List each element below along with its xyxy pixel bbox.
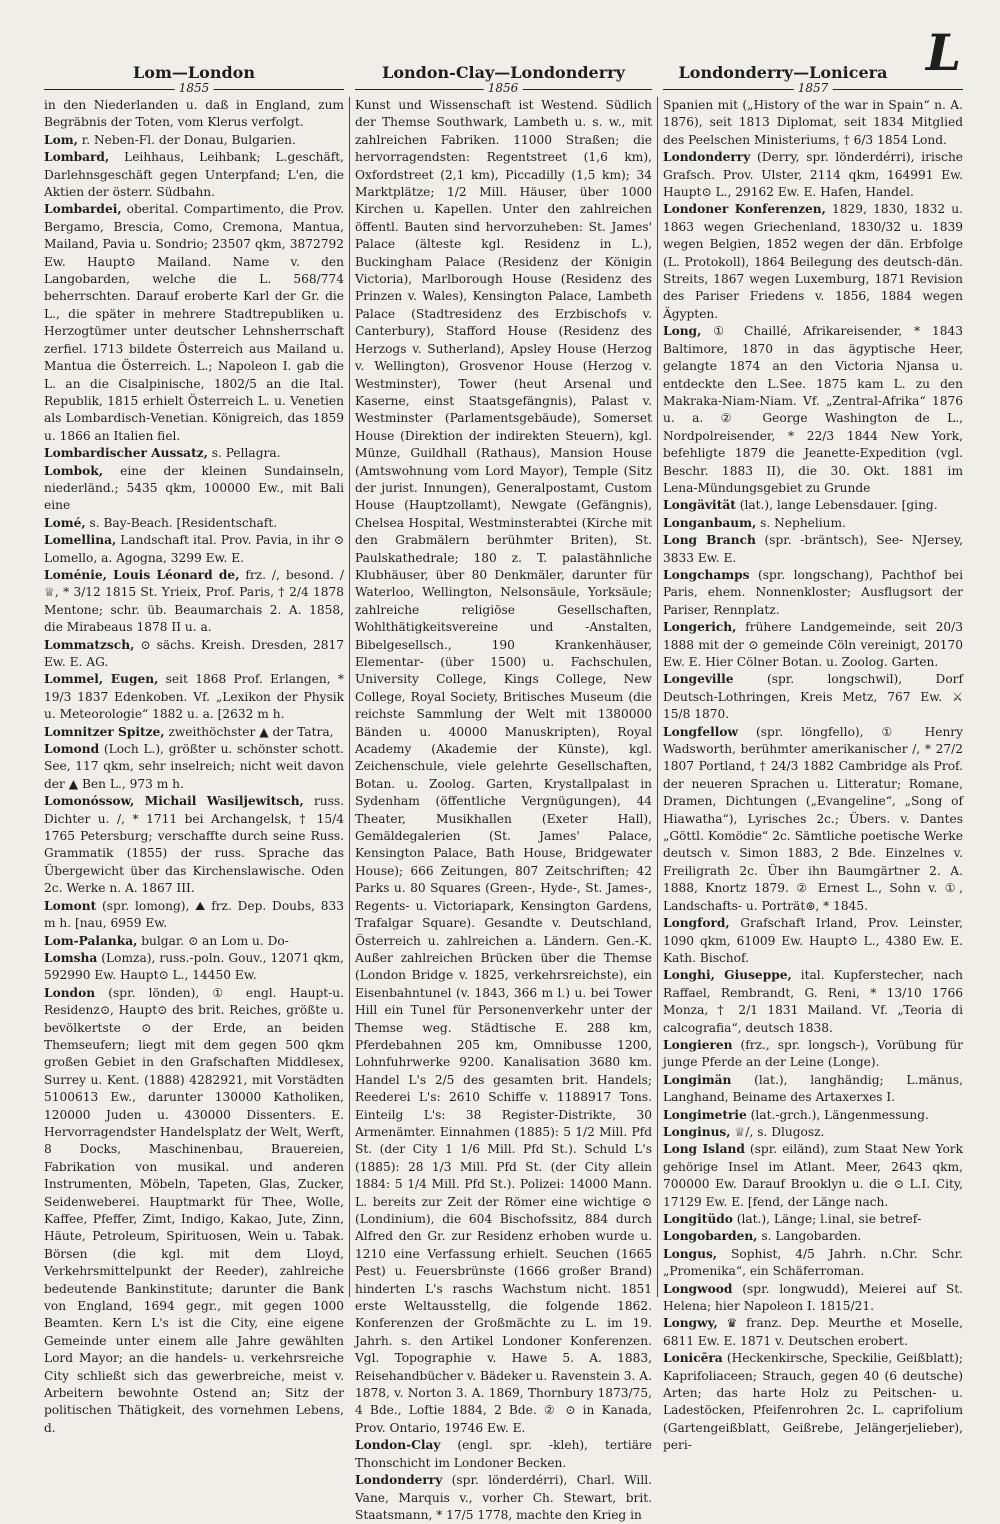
entry-text: (spr. ‑bräntsch), See‑ NJersey, 3833 Ew. E. xyxy=(663,533,963,565)
dictionary-entry xyxy=(44,463,344,515)
entry-text: (Heckenkirsche, Speckilie, Geißblatt); Kaprifoliaceen; Strauch, gegen 40 (6 deutsche) Arten; das harte Holz zu Peitschen‑ u. Ladestöcken, Pfeifenrohren 2c. L. caprifolium (Gartengeißblatt, Geißrebe, Jelängerjelieber), peri‑ xyxy=(663,1351,963,1453)
entry-headword: Lombok, xyxy=(44,463,103,478)
dictionary-entry xyxy=(44,567,344,637)
dictionary-entry xyxy=(663,1315,963,1350)
entry-headword: Lombardei, xyxy=(44,202,122,217)
entry-headword: Longchamps xyxy=(663,567,750,582)
entry-headword: Longford, xyxy=(663,916,730,931)
dictionary-entry xyxy=(663,1141,963,1211)
text-column-1 xyxy=(44,97,345,1435)
dictionary-entry xyxy=(663,201,963,323)
dictionary-entry xyxy=(663,1072,963,1107)
entry-text: Landschaft ital. Prov. Pavia, in ihr ⊙ Lomello, a. Agogna, 3299 Ew. E. xyxy=(44,533,345,565)
dictionary-entry xyxy=(44,741,344,793)
entry-text: frz. /, besond. /♕, * 3/12 1815 St. Yrieix, Prof. Paris, † 2/4 1878 Mentone; schr. üb. Beaumarchais 2. A. 1858, die Mirabeaus 1878 II u. a. xyxy=(44,567,344,635)
running-head-right: Londonderry—Lonicera xyxy=(678,63,888,82)
entry-text: russ. Dichter u. /, * 1711 bei Archangelsk, † 15/4 1765 Petersburg; verschaffte durch seine Russ. Grammatik (1855) der russ. Sprache das Übergewicht über das Kirchenslawische. Oden 2c. Werke n. A. 1867 III. xyxy=(44,794,345,896)
entry-headword: Lom‑Palanka, xyxy=(44,933,138,948)
entry-headword: Lonicēra xyxy=(663,1351,723,1366)
entry-text: (spr. longschwil), Dorf Deutsch‑Lothringen, Kreis Metz, 767 Ew. ⚔ 15/8 1870. xyxy=(663,672,964,722)
dictionary-entry xyxy=(355,1472,652,1524)
dictionary-entry xyxy=(44,933,344,950)
entry-text: (lat.), Länge; l.inal, sie betref‑ xyxy=(736,1212,922,1226)
dictionary-entry xyxy=(663,97,963,149)
entry-headword: Lombard, xyxy=(44,150,110,165)
entry-text: (lat.‑grch.), Längenmessung. xyxy=(750,1107,929,1122)
dictionary-entry xyxy=(44,637,344,672)
entry-headword: Lomnitzer Spitze, xyxy=(44,724,165,739)
entry-text: s. Langobarden. xyxy=(761,1229,862,1244)
entry-text: in den Niederlanden u. daß in England, zum Begräbnis der Toten, vom Klerus verfolgt. xyxy=(44,98,344,130)
entry-headword: Lomé, xyxy=(44,515,86,530)
entry-text: 1829, 1830, 1832 u. 1863 wegen Griechenland, 1830/32 u. 1839 wegen Belgien, 1852 wegen der dän. Erbfolge (L. Protokoll), 1864 Beilegung des deutsch‑dän. Streits, 1867 wegen Luxemburg, 1871 Revision des Pariser Friedens v. 1856, 1884 wegen Ägypten. xyxy=(663,202,963,321)
entry-text: (engl. spr. ‑kleh), tertiäre Thonschicht im Londoner Becken. xyxy=(355,1438,652,1470)
entry-headword: Longitüdo xyxy=(663,1212,733,1226)
entry-text: (spr. longschang), Pachthof bei Paris, ehem. Nonnenkloster; Ausflugsort der Pariser, Rennplatz. xyxy=(663,567,963,617)
entry-headword: Longerich, xyxy=(663,620,737,635)
entry-headword: Londonderry xyxy=(355,1473,443,1488)
entry-text: bulgar. ⊙ an Lom u. Do‑ xyxy=(141,933,289,948)
dictionary-entry xyxy=(663,619,963,671)
entry-headword: Lombardischer Aussatz, xyxy=(44,446,208,461)
entry-text: (lat.), langhändig; L.mänus, Langhand, Beiname des Artaxerxes I. xyxy=(663,1072,963,1105)
dictionary-entry xyxy=(663,1246,963,1281)
entry-headword: Longanbaum, xyxy=(663,515,757,530)
entry-text: ♛ franz. Dep. Meurthe et Moselle, 6811 Ew. E. 1871 v. Deutschen erobert. xyxy=(663,1316,964,1348)
dictionary-entry xyxy=(44,201,344,445)
entry-headword: Lommel, Eugen, xyxy=(44,672,159,687)
dictionary-entry xyxy=(663,323,963,497)
entry-text: (spr. lönden), ① engl. Haupt‑u. Residenz⊙, Haupt⊙ des brit. Reiches, größte u. bevölkertste ⊙ der Erde, an beiden Themseufern; liegt mit dem gegen 500 qkm großen Gebiet in den Grafschaften Middlesex, Surrey u. Kent. (1888) 4282921, mit Vorstädten 5100613 Ew., darunter 130000 Katholiken, 120000 Juden u. 430000 Dissenters. E. Hervorragendster Handelsplatz der Welt, Werft, 8 Docks, Maschinenbau, Brauereien, Fabrikation von musikal. und anderen Instrumenten, Möbeln, Tapeten, Glas, Zucker, Seidenweberei. Hauptmarkt für Thee, Wolle, Kaffee, Pfeffer, Zimt, Indigo, Kakao, Jute, Zinn, Häute, Petroleum, Spirituosen, Wein u. Tabak. Börsen (die kgl. mit dem Lloyd, Verkehrsmittelpunkt der Reeder), zahlreiche bedeutende Bankinstitute; darunter die Bank von England, 1694 gegr., mit gegen 1000 Beamten. Kern L's ist die City, eine eigene Gemeinde unter einem alle Jahre gewählten Lord Mayor; an die handels‑ u. verkehrsreiche City schließt sich das gewerbreiche, meist v. Arbeitern bewohnte Ostend an; Sitz der politischen Thätigkeit, des vornehmen Lebens, d. xyxy=(44,985,344,1435)
entry-headword: Londoner Konferenzen, xyxy=(663,202,826,217)
entry-text: Sophist, 4/5 Jahrh. n.Chr. Schr. „Promenika“, ein Schäferroman. xyxy=(663,1246,963,1279)
dictionary-entry xyxy=(355,1437,652,1472)
entry-headword: Lomellina, xyxy=(44,533,117,548)
dictionary-entry xyxy=(663,149,963,201)
entry-headword: Longwy, xyxy=(663,1316,718,1331)
dictionary-entry xyxy=(663,915,963,967)
dictionary-entry xyxy=(44,985,344,1438)
entry-text: zweithöchster ▲ der Tatra, xyxy=(168,724,334,739)
text-column-2 xyxy=(355,97,652,1522)
entry-text: ital. Kupferstecher, nach Raffael, Rembrandt, G. Reni, * 13/10 1766 Monza, † 2/1 1831 Mailand. Vf. „Teoria di calcografia“, deutsch 1838. xyxy=(663,968,963,1035)
dictionary-entry xyxy=(44,724,344,741)
entry-text: (spr. lönderdérri), Charl. Will. Vane, Marquis v., vorher Ch. Stewart, brit. Staatsmann, * 17/5 1778, machte den Krieg in xyxy=(355,1473,652,1522)
dictionary-entry xyxy=(663,1228,963,1245)
entry-text: s. Bay‑Beach. [Residentschaft. xyxy=(89,515,278,530)
entry-text: frühere Landgemeinde, seit 20/3 1888 mit der ⊙ gemeinde Cöln vereinigt, 20170 Ew. E. Hier Cölner Botan. u. Zoolog. Garten. xyxy=(663,620,964,669)
entry-headword: Lommatzsch, xyxy=(44,637,135,652)
dictionary-entry xyxy=(663,671,963,723)
dictionary-entry xyxy=(663,567,963,619)
entry-text: Grafschaft Irland, Prov. Leinster, 1090 qkm, 61009 Ew. Haupt⊙ L., 4380 Ew. E. Kath. Bischof. xyxy=(663,916,963,965)
entry-text: (spr. longwudd), Meierei auf St. Helena; hier Napoleon I. 1815/21. xyxy=(663,1281,963,1314)
entry-text: Leihhaus, Leihbank; L.geschäft, Darlehnsgeschäft gegen Unterpfand; L'en, die Aktien der österr. Südbahn. xyxy=(44,150,344,200)
dictionary-entry xyxy=(663,1107,963,1124)
dictionary-entry xyxy=(44,532,344,567)
entry-text: ♕/, s. Dlugosz. xyxy=(734,1124,825,1139)
dictionary-entry xyxy=(44,149,344,201)
running-head-center: London-Clay—Londonderry xyxy=(382,63,625,82)
dictionary-entry xyxy=(44,671,344,723)
entry-headword: Loménie, Louis Léonard de, xyxy=(44,567,240,582)
entry-headword: Longävität xyxy=(663,498,736,513)
dictionary-entry xyxy=(44,97,344,132)
dictionary-entry xyxy=(663,497,963,514)
dictionary-entry xyxy=(44,793,344,897)
dictionary-entry xyxy=(663,1211,963,1228)
entry-headword: Longus, xyxy=(663,1246,718,1261)
text-column-3 xyxy=(663,97,964,1453)
section-letter: L xyxy=(926,23,962,82)
entry-headword: London xyxy=(44,985,96,1000)
dictionary-entry xyxy=(44,132,344,149)
page-number-right: 1857 xyxy=(794,82,833,94)
dictionary-entry xyxy=(44,950,344,985)
page-number-left: 1855 xyxy=(175,82,214,94)
entry-text: eine der kleinen Sundainseln, niederländ.; 5435 qkm, 100000 Ew., mit Bali eine xyxy=(44,463,345,513)
entry-text: (spr. eiländ), zum Staat New York gehörige Insel im Atlant. Meer, 2643 qkm, 700000 Ew. Darauf Brooklyn u. die ⊙ L.I. City, 17129 Ew. E. [fend, der Länge nach. xyxy=(663,1142,963,1209)
dictionary-entry xyxy=(663,1037,963,1072)
entry-text: (spr. lomong), ⛰ frz. Dep. Doubs, 833 m h. [nau, 6959 Ew. xyxy=(44,898,344,931)
entry-text: Kunst und Wissenschaft ist Westend. Südlich der Themse Southwark, Lambeth u. s. w., mit zahlreichen Fabriken. 11000 Straßen; die hervorragendsten: Regentstreet (1,6 km), Oxfordstreet (2,1 km), Piccadilly (1,5 km); 34 Marktplätze; 1/2 Mill. Häuser, über 1000 Kirchen u. Kapellen. Unter den zahlreichen öffentl. Bauten sind hervorzuheben: St. James' Palace (älteste kgl. Residenz in L.), Buckingham Palace (Residenz der Königin Victoria), Marlborough House (Residenz des Prinzen v. Wales), Kensington Palace, Lambeth Palace (Stadtresidenz des Erzbischofs v. Canterbury), Stafford House (Residenz des Herzogs v. Sutherland), Apsley House (Herzog v. Wellington), Grosvenor House (Herzog v. Westminster), Tower (heut Arsenal und Kaserne, einst Staatsgefängnis), Palast v. Westminster (Parlamentsgebäude), Somerset House (Direktion der indirekten Steuern), kgl. Münze, Guildhall (Rathaus), Mansion House (Amtswohnung vom Lord Mayor), Temple (Sitz der jurist. Innungen), Generalpostamt, Custom House (Hauptzollamt), Newgate (Gefängnis), Chelsea Hospital, Westminsterabtei (Kirche mit den Grabmälern berühmter Briten), St. Paulskathedrale; 180 z. T. palastähnliche Klubhäuser, über 80 Denkmäler, darunter für Waterloo, Wellington, Nelsonsäule, Yorksäule; zahlreiche religiöse Gesellschaften, Wohlthätigkeitsvereine und ‑Anstalten, Bibelgesellsch., 190 Krankenhäuser, Elementar‑ (über 1500) u. Fachschulen, University College, Kings College, New College, Royal Society, Britisches Museum (die reichste Sammlung der Welt mit 1380000 Bänden u. 40000 Manuskripten), Royal Academy (Akademie der Künste), kgl. Zeichenschule, viele gelehrte Gesellschaften, Botan. u. Zoolog. Garten, Krystallpalast in Sydenham (öffentliche Vergnügungen), 44 Theater, Musikhallen (Exeter Hall), Gemäldegalerien (St. James' Palace, Kensington Palace, Bath House, Bridgewater House); 666 Zeitungen, 807 Zeitschriften; 42 Parks u. 80 Squares (Green‑, Hyde‑, St. James‑, Regents‑ u. Victoriapark, Kensington Gardens, Trafalgar Square). Gesandte v. Deutschland, Österreich u. zahlreichen a. Ländern. Gen.‑K. Außer zahlreichen Brücken über die Themse (London Bridge v. 1825, verkehrsreichste), ein Eisenbahntunel (v. 1843, 366 m l.) u. bei Tower Hill ein Tunel für Personenverkehr unter der Themse weg. Städtische E. 288 km, Pferdebahnen 205 km, Omnibusse 1200, Lohnfuhrwerke 9200. Kanalisation 3680 km. Handel L's 2/5 des gesamten brit. Handels; Reederei L's: 2610 Schiffe v. 1188917 Tons. Einteilg L's: 38 Register‑Distrikte, 30 Armenämter. Einnahmen (1885): 5 1/2 Mill. Pfd St. (der City 1 1/6 Mill. Pfd St.). Schuld L's (1885): 28 1/3 Mill. Pfd St. (der City allein 1884: 5 1/4 Mill. Pfd St.). Polizei: 14000 Mann. L. bereits zur Zeit der Römer eine wichtige ⊙ (Londinium), die 604 Bischofssitz, 884 durch Alfred den Gr. zur Residenz erhoben wurde u. 1210 eine Verfassung erhielt. Seuchen (1665 Pest) u. Feuersbrünste (1666 großer Brand) hinderten L's raschs Wachstum nicht. 1851 erste Weltausstellg, die folgende 1862. Konferenzen der Großmächte zu L. im 19. Jahrh. s. den Artikel Londoner Konferenzen. Vgl. Topographie v. Hawe 5. A. 1883, Reisehandbücher v. Bädeker u. Ravenstein 3. A. 1878, v. Norton 3. A. 1869, Thornbury 1873/75, 4 Bde., Loftie 1884, 2 Bde. ② ⊙ in Kanada, Prov. Ontario, 19746 Ew. E. xyxy=(355,98,652,1435)
entry-text: (spr. löngfello), ① Henry Wadsworth, berühmter amerikanischer /, * 27/2 1807 Portland, † 24/3 1882 Cambridge als Prof. der neueren Sprachen u. Litteratur; Romane, Dramen, Dichtungen („Evangeline“, „Song of Hiawatha“), Lyrisches 2c.; Übers. v. Dantes „Göttl. Komödie“ 2c. Sämtliche poetische Werke deutsch v. Simon 1883, 2 Bde. Einzelnes v. Freiligrath 2c. Über ihn Baumgärtner 2. A. 1888, Knortz 1879. ② Ernest L., Sohn v. ①, Landschafts‑ u. Porträt⊚, * 1845. xyxy=(663,724,964,913)
entry-headword: Longhi, Giuseppe, xyxy=(663,968,792,983)
entry-text: (Lomza), russ.‑poln. Gouv., 12071 qkm, 592990 Ew. Haupt⊙ L., 14450 Ew. xyxy=(44,950,344,983)
dictionary-entry xyxy=(663,967,963,1037)
entry-text: s. Nephelium. xyxy=(760,515,846,530)
dictionary-entry xyxy=(663,724,963,915)
entry-text: s. Pellagra. xyxy=(211,446,281,461)
column-divider-1 xyxy=(349,97,350,1297)
entry-text: ⊙ sächs. Kreish. Dresden, 2817 Ew. E. AG. xyxy=(44,637,344,669)
entry-text: r. Neben‑Fl. der Donau, Bulgarien. xyxy=(81,132,296,147)
entry-headword: Lomsha xyxy=(44,950,98,965)
dictionary-entry xyxy=(663,515,963,532)
dictionary-entry xyxy=(663,1281,963,1316)
entry-text: oberital. Compartimento, die Prov. Bergamo, Brescia, Como, Cremona, Mantua, Mailand, Pavia u. Sondrio; 23507 qkm, 3872792 Ew. Haupt⊙ Mailand. Name v. den Langobarden, welche die L. 568/774 beherrschten. Darauf eroberte Karl der Gr. die L., die später in mehrere Stadtrepubliken u. Herzogtümer unter deutscher Lehnsherrschaft zerfiel. 1713 bildete Österreich aus Mailand u. Mantua die Österreich. L.; Napoleon I. gab die L. an die Cisalpinische, 1802/5 an die Ital. Republik, 1815 erhielt Österreich L. u. Venetien als Lombardisch‑Venetian. Königreich, das 1859 u. 1866 an Italien fiel. xyxy=(44,202,345,443)
entry-headword: Londonderry xyxy=(663,150,751,165)
entry-headword: Longeville xyxy=(663,672,734,687)
column-divider-2 xyxy=(657,97,658,1297)
entry-headword: London‑Clay xyxy=(355,1438,441,1453)
entry-headword: Long Island xyxy=(663,1142,745,1157)
entry-text: (Loch L.), größter u. schönster schott. See, 117 qkm, sehr inselreich; nicht weit davon der ▲ Ben L., 973 m h. xyxy=(44,742,345,791)
entry-headword: Longfellow xyxy=(663,724,738,739)
entry-headword: Lom, xyxy=(44,132,78,147)
entry-headword: Lomont xyxy=(44,898,97,913)
entry-headword: Longobarden, xyxy=(663,1229,758,1244)
entry-text: seit 1868 Prof. Erlangen, * 19/3 1837 Edenkoben. Vf. „Lexikon der Physik u. Meteorologie“ 1882 u. a. [2632 m h. xyxy=(44,672,345,722)
entry-text: (frz., spr. longsch‑), Vorübung für junge Pferde an der Leine (Longe). xyxy=(663,1037,963,1070)
entry-text: (Derry, spr. lönderdérri), irische Grafsch. Prov. Ulster, 2114 qkm, 164991 Ew. Haupt⊙ L., 29162 Ew. E. Hafen, Handel. xyxy=(663,150,964,200)
running-head-left: Lom—London xyxy=(133,63,255,82)
dictionary-entry xyxy=(663,1350,963,1454)
entry-headword: Long, xyxy=(663,324,702,339)
entry-headword: Longieren xyxy=(663,1037,733,1052)
dictionary-entry xyxy=(44,445,344,462)
entry-headword: Longimetrie xyxy=(663,1107,747,1122)
entry-headword: Lomond xyxy=(44,742,100,757)
page-number-center: 1856 xyxy=(484,82,523,94)
entry-text: Spanien mit („History of the war in Spain“ n. A. 1876), seit 1813 Diplomat, seit 1834 Mitglied des Peelschen Ministeriums, † 6/3 1854 Lond. xyxy=(663,98,963,147)
entry-headword: Lomonóssow, Michail Wasiljewitsch, xyxy=(44,794,304,809)
entry-text: (lat.), lange Lebensdauer. [ging. xyxy=(739,498,938,513)
dictionary-entry xyxy=(355,97,652,1437)
dictionary-entry xyxy=(663,532,963,567)
entry-headword: Longwood xyxy=(663,1281,733,1296)
dictionary-entry xyxy=(44,898,344,933)
dictionary-entry xyxy=(663,1124,963,1141)
entry-headword: Long Branch xyxy=(663,533,756,548)
entry-headword: Longinus, xyxy=(663,1124,731,1139)
entry-headword: Longimän xyxy=(663,1072,732,1087)
entry-text: ① Chaillé, Afrikareisender, * 1843 Baltimore, 1870 in das ägyptische Heer, gelangte 1874 an den Victoria Njansa u. entdeckte den L.See. 1875 kam L. zu den Makraka‑Niam‑Niam. Vf. „Zentral‑Afrika“ 1876 u. a. ② George Washington de L., Nordpolreisender, * 22/3 1844 New York, befehligte 1879 die Jeanette‑Expedition (vgl. Beschr. 1883 II), die 30. Okt. 1881 im Lena‑Mündungsgebiet zu Grunde xyxy=(663,324,964,495)
dictionary-entry xyxy=(44,515,344,532)
